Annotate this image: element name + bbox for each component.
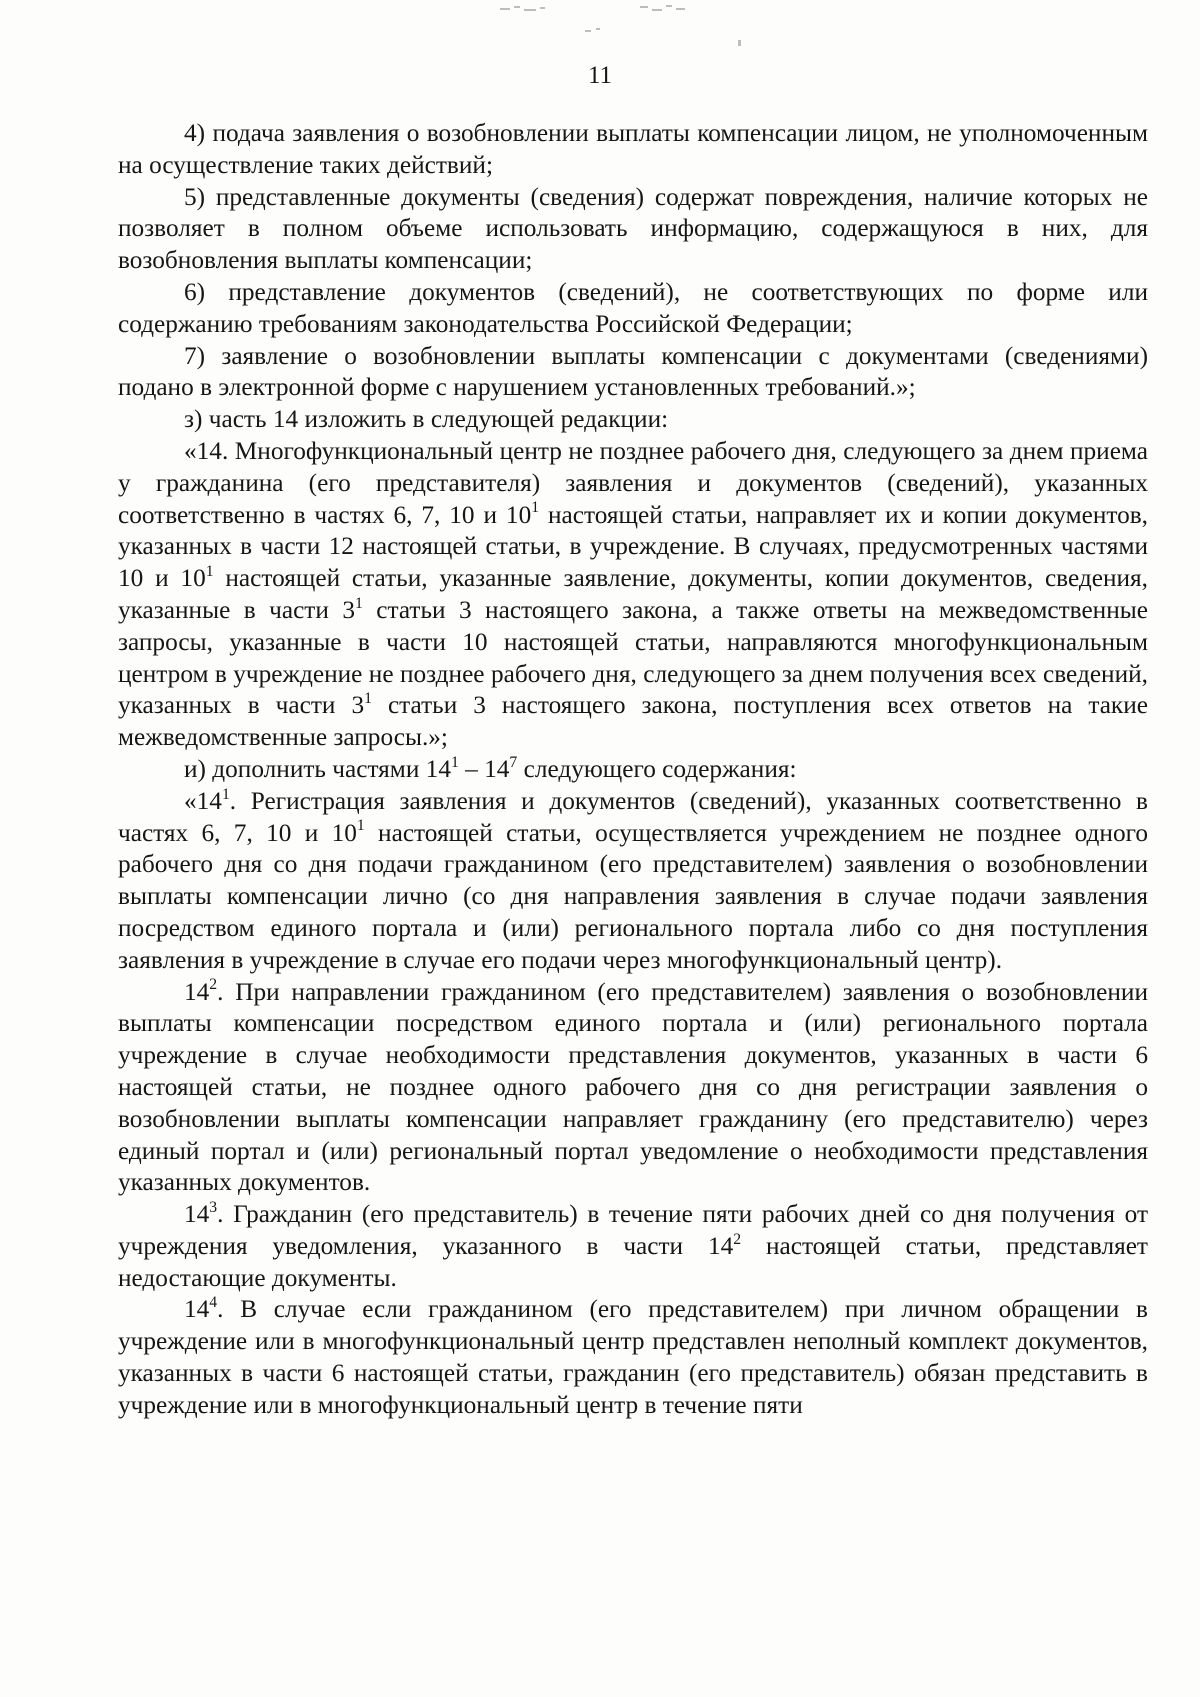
superscript: 4: [209, 1294, 218, 1312]
superscript: 1: [356, 817, 365, 835]
superscript: 1: [531, 499, 540, 517]
paragraph-part-14-2: $14^2$. При направлении гражданином (его представителем) заявления о возобновлении выплаты компенсации посредством единого портала и (или) регионального портала учреждение в случае необходимости представления документов, указанных в части 6 настоящей статьи, не позднее одного рабочего дня со дня регистрации заявления о возобновлении выплаты компенсации направляет гражданину (его представителю) через единый портал и (или) региональный портал уведомление о необходимости представления указанных документов.: [118, 976, 1148, 1197]
superscript: 3: [209, 1198, 218, 1216]
superscript: 2: [733, 1230, 742, 1248]
paragraph-part-14: «14. Многофункциональный центр не позднее рабочего дня, следующего за днем приема у гражданина (его представителя) заявления и документов (сведений), указанных соответственно в частях 6, 7, 10 и $10^1$ настоящей статьи, направляет их и копии документов, указанных в части 12 настоящей статьи, в учреждение. В случаях, предусмотренных частями 10 и $10^1$ настоящей статьи, указанные заявление, документы, копии документов, сведения, указанные в части $3^1$ статьи 3 настоящего закона, а также ответы на межведомственные запросы, указанные в части 10 настоящей статьи, направляются многофункциональным центром в учреждение не позднее рабочего дня, следующего за днем получения всех сведений, указанных в части $3^1$ статьи 3 настоящего закона, поступления всех ответов на такие межведомственные запросы.»;: [118, 436, 1149, 752]
paragraph-item-6: 6) представление документов (сведений), не соответствующих по форме или содержанию требованиям законодательства Российской Федерации;: [118, 277, 1148, 338]
superscript: 7: [509, 753, 518, 771]
superscript: 1: [450, 753, 459, 771]
paragraph-part-14-4: $14^4$. В случае если гражданином (его представителем) при личном обращении в учреждение или в многофункциональный центр представлен неполный комплект документов, указанных в части 6 настоящей статьи, гражданин (его представитель) обязан представить в учреждение или в многофункциональный центр в течение пяти: [118, 1294, 1148, 1419]
paragraph-amendment-i: и) дополнить частями $14^1 - 14^7$ следующего содержания:: [184, 753, 797, 783]
superscript: 1: [205, 562, 214, 580]
paragraph-amendment-z: з) часть 14 изложить в следующей редакции:: [184, 405, 669, 434]
paragraph-item-7: 7) заявление о возобновлении выплаты компенсации с документами (сведениями) подано в электронной форме с нарушением установленных требований.»;: [118, 341, 1148, 402]
superscript: 1: [221, 785, 230, 803]
superscript: 1: [354, 594, 363, 612]
superscript: 2: [209, 976, 218, 994]
paragraph-item-5: 5) представленные документы (сведения) содержат повреждения, наличие которых не позволяет в полном объеме использовать информацию, содержащуюся в них, для возобновления выплаты компенсации;: [118, 182, 1148, 275]
paragraph-part-14-3: $14^3$. Гражданин (его представитель) в течение пяти рабочих дней со дня получения от учреждения уведомления, указанного в части $14^2$ настоящей статьи, представляет недостающие документы.: [118, 1198, 1148, 1292]
paragraph-item-4: 4) подача заявления о возобновлении выплаты компенсации лицом, не уполномоченным на осуществление таких действий;: [118, 119, 1148, 179]
superscript: 1: [364, 690, 372, 708]
document-body: [118, 118, 1148, 1422]
paragraph-part-14-1: «$14^1$. Регистрация заявления и документов (сведений), указанных соответственно в частях 6, 7, 10 и $10^1$ настоящей статьи, осуществляется учреждением не позднее одного рабочего дня со дня подачи гражданином (его представителем) заявления о возобновлении выплаты компенсации лично (со дня направления заявления в случае подачи заявления посредством единого портала и (или) регионального портала либо со дня поступления заявления в учреждение в случае его подачи через многофункциональный центр).: [118, 785, 1149, 974]
page-number: 11: [587, 62, 613, 89]
